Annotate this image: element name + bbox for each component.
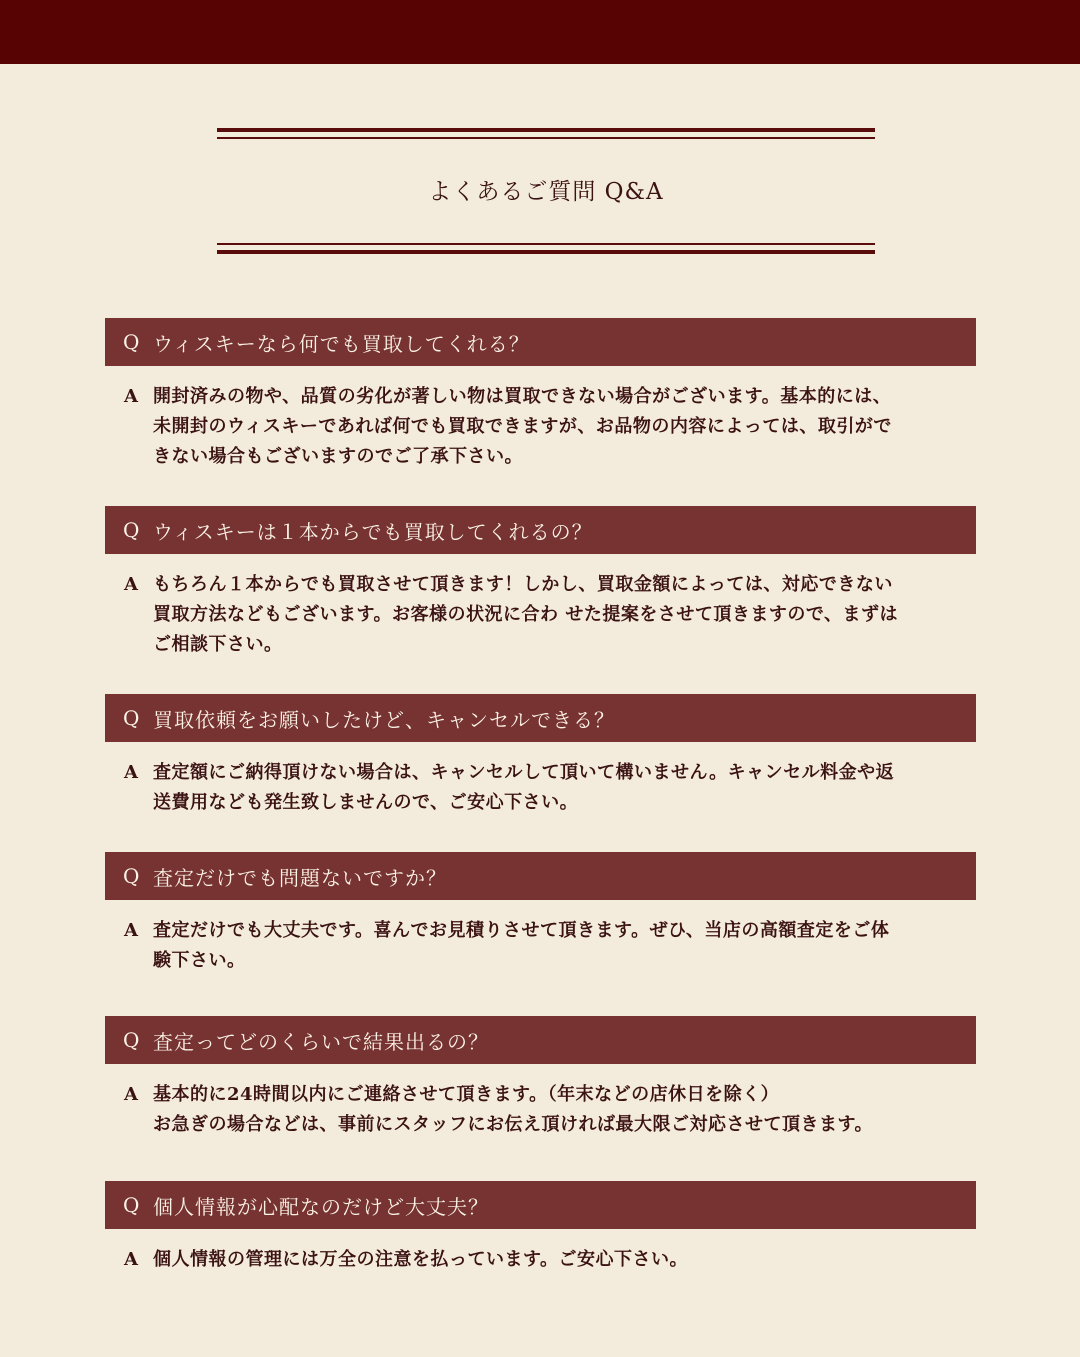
answer-line: 個人情報の管理には万全の注意を払っています。ご安心下さい。 <box>153 1249 689 1270</box>
answer-line: 基本的に24時間以内にご連絡させて頂きます。（年末などの店休日を除く） <box>153 1084 780 1105</box>
faq-item <box>105 1181 976 1275</box>
question-mark: Q <box>123 330 141 354</box>
question-mark: Q <box>123 518 141 542</box>
answer-block <box>105 758 976 818</box>
answer-mark: A <box>124 762 139 783</box>
faq-item <box>105 852 976 976</box>
question-mark: Q <box>123 706 141 730</box>
faq-item <box>105 506 976 660</box>
answer-line: 験下さい。 <box>153 950 246 971</box>
faq-item <box>105 694 976 818</box>
answer-block <box>105 1245 976 1275</box>
question-text: 個人情報が心配なのだけど大丈夫？ <box>153 1194 489 1219</box>
question-bar <box>105 1181 976 1229</box>
answer-line: ご相談下さい。 <box>153 634 283 655</box>
question-bar <box>105 506 976 554</box>
answer-line: お急ぎの場合などは、事前にスタッフにお伝え頂ければ最大限ご対応させて頂きます。 <box>153 1114 874 1135</box>
answer-mark: A <box>124 920 139 941</box>
answer-line: 送費用なども発生致しませんので、ご安心下さい。 <box>153 792 579 813</box>
question-bar <box>105 694 976 742</box>
title-bottom-rule <box>217 243 875 254</box>
answer-block <box>105 570 976 660</box>
question-mark: Q <box>123 1028 141 1052</box>
faq-item <box>105 1016 976 1140</box>
answer-line: 査定だけでも大丈夫です。喜んでお見積りさせて頂きます。ぜひ、当店の高額査定をご体 <box>153 920 890 941</box>
question-mark: Q <box>123 864 141 888</box>
answer-line: きない場合もございますのでご了承下さい。 <box>153 446 523 467</box>
question-text: ウィスキーは１本からでも買取してくれるの？ <box>153 519 593 544</box>
question-text: 査定だけでも問題ないですか？ <box>153 865 447 890</box>
faq-item <box>105 318 976 472</box>
answer-block <box>105 382 976 472</box>
question-text: 買取依頼をお願いしたけど、キャンセルできる？ <box>153 707 615 732</box>
answer-block <box>105 916 976 976</box>
question-bar <box>105 852 976 900</box>
question-mark: Q <box>123 1193 141 1217</box>
answer-line: 買取方法などもございます。お客様の状況に合わ せた提案をさせて頂きますので、まずは <box>153 604 898 625</box>
top-banner-bar <box>0 0 1080 64</box>
answer-mark: A <box>124 1084 139 1105</box>
question-bar <box>105 1016 976 1064</box>
question-bar <box>105 318 976 366</box>
answer-line: もちろん１本からでも買取させて頂きます！しかし、買取金額によっては、対応できない <box>153 574 893 595</box>
answer-line: 開封済みの物や、品質の劣化が著しい物は買取できない場合がございます。基本的には、 <box>153 386 892 407</box>
question-text: 査定ってどのくらいで結果出るの？ <box>153 1029 489 1054</box>
title-top-rule <box>217 128 875 139</box>
answer-mark: A <box>124 386 139 407</box>
answer-line: 査定額にご納得頂けない場合は、キャンセルして頂いて構いません。キャンセル料金や返 <box>153 762 895 783</box>
answer-mark: A <box>124 1249 139 1270</box>
question-text: ウィスキーなら何でも買取してくれる？ <box>153 331 530 356</box>
answer-line: 未開封のウィスキーであれば何でも買取できますが、お品物の内容によっては、取引がで <box>153 416 892 437</box>
page-title: よくあるご質問 Q&A <box>428 179 664 205</box>
answer-mark: A <box>124 574 139 595</box>
answer-block <box>105 1080 976 1140</box>
